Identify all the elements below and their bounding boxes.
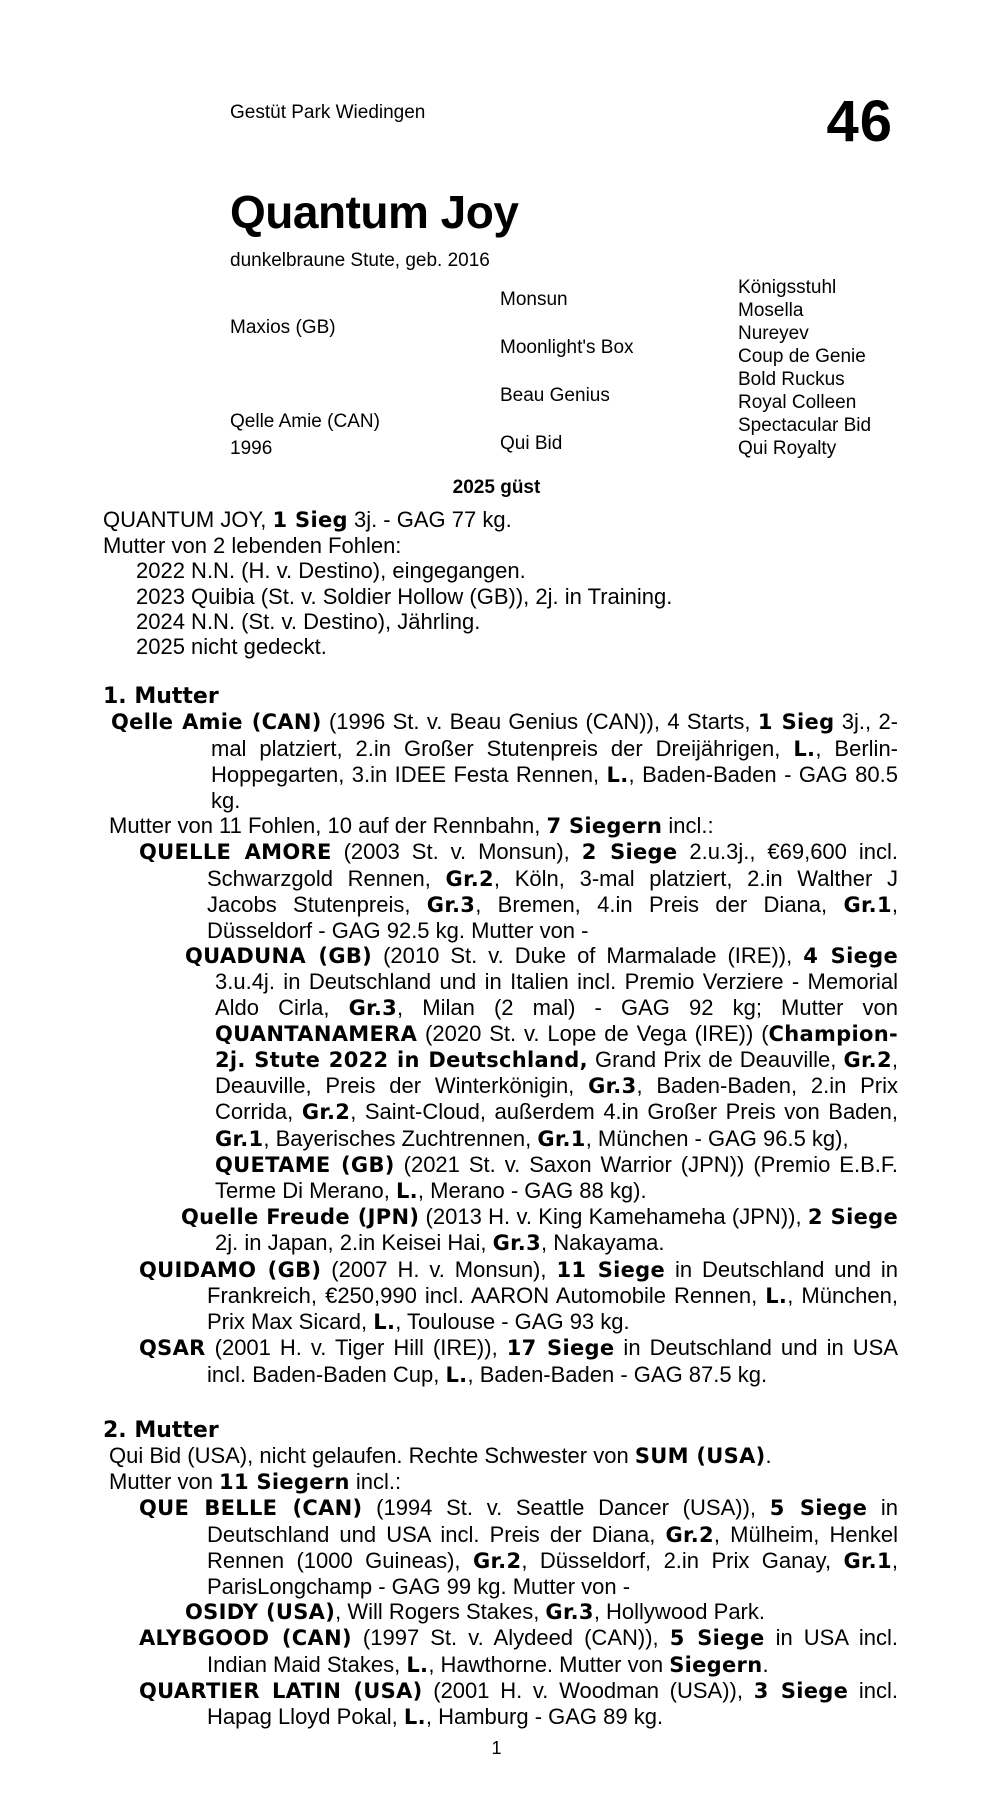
- produce-entry-quelle-amore: QUELLE AMORE (2003 St. v. Monsun), 2 Siege 2.u.3j., €69,600 incl. Schwarzgold Rennen, Gr.2, Köln, 3-mal platziert, 2.in Walther J Jacobs Stutenpreis, Gr.3, Bremen, 4.in Preis der Diana, Gr.1, Düsseldorf - GAG 92.5 kg. Mutter von -: [139, 839, 898, 944]
- pedigree-sire: Maxios (GB): [230, 317, 336, 338]
- foal-entry: 2022 N.N. (H. v. Destino), eingegangen.: [136, 558, 526, 584]
- first-dam-entry: Qelle Amie (CAN) (1996 St. v. Beau Genius (CAN)), 4 Starts, 1 Sieg 3j., 2-mal platziert, 2.in Großer Stutenpreis der Dreijährigen, L., Berlin-Hoppegarten, 3.in IDEE Festa Rennen, L., Baden-Baden - GAG 80.5 kg.: [111, 709, 899, 814]
- foals-intro: Mutter von 2 lebenden Fohlen:: [103, 533, 402, 559]
- second-dam-entry: Qui Bid (USA), nicht gelaufen. Rechte Schwester von SUM (USA).: [109, 1442, 772, 1468]
- produce-entry-que-belle: QUE BELLE (CAN) (1994 St. v. Seattle Dancer (USA)), 5 Siege in Deutschland und USA incl. Preis der Diana, Gr.2, Mülheim, Henkel Rennen (1000 Guineas), Gr.2, Düsseldorf, 2.in Prix Ganay, Gr.1, ParisLongchamp - GAG 99 kg. Mutter von -: [139, 1495, 898, 1599]
- foal-entry: 2025 nicht gedeckt.: [136, 634, 327, 660]
- pedigree-dam: Qelle Amie (CAN): [230, 411, 380, 432]
- second-dam-heading: 2. Mutter: [103, 1417, 219, 1443]
- produce-entry-osidy: OSIDY (USA), Will Rogers Stakes, Gr.3, Hollywood Park.: [185, 1599, 765, 1625]
- produce-entry-qsar: QSAR (2001 H. v. Tiger Hill (IRE)), 17 Siege in Deutschland und in USA incl. Baden-Baden Cup, L., Baden-Baden - GAG 87.5 kg.: [139, 1335, 898, 1387]
- second-dam-produce: Mutter von 11 Siegern incl.:: [109, 1469, 402, 1495]
- horse-description: dunkelbraune Stute, geb. 2016: [230, 250, 490, 271]
- catalogue-body: [103, 507, 898, 1730]
- race-record: QUANTUM JOY, 1 Sieg 3j. - GAG 77 kg.: [103, 507, 512, 532]
- status-year: 2025 güst: [452, 477, 541, 498]
- stud-name: Gestüt Park Wiedingen: [230, 102, 426, 123]
- first-dam-heading: 1. Mutter: [103, 684, 219, 710]
- horse-name: Quantum Joy: [230, 186, 519, 238]
- lot-number: 46: [826, 89, 893, 154]
- foal-entry: 2024 N.N. (St. v. Destino), Jährling.: [136, 608, 481, 634]
- pedigree-dam-dam: Qui Bid: [500, 433, 563, 454]
- produce-entry-quaduna: QUADUNA (GB) (2010 St. v. Duke of Marmalade (IRE)), 4 Siege 3.u.4j. in Deutschland und in Italien incl. Premio Verziere - Memorial Aldo Cirla, Gr.3, Milan (2 mal) - GAG 92 kg; Mutter von QUANTANAMERA (2020 St. v. Lope de Vega (IRE)) (Champion-2j. Stute 2022 in Deutschland, Grand Prix de Deauville, Gr.2, Deauville, Preis der Winterkönigin, Gr.3, Baden-Baden, 2.in Prix Corrida, Gr.2, Saint-Cloud, außerdem 4.in Großer Preis von Baden, Gr.1, Bayerisches Zuchtrennen, Gr.1, München - GAG 96.5 kg), QUETAME (GB) (2021 St. v. Saxon Warrior (JPN)) (Premio E.B.F. Terme Di Merano, L., Merano - GAG 88 kg).: [185, 943, 899, 1204]
- produce-entry-alybgood: ALYBGOOD (CAN) (1997 St. v. Alydeed (CAN)), 5 Siege in USA incl. Indian Maid Stakes, L., Hawthorne. Mutter von Siegern.: [139, 1625, 899, 1677]
- page-number: 1: [491, 1738, 502, 1758]
- pedigree-sire-dam: Moonlight's Box: [500, 337, 634, 358]
- first-dam-produce: Mutter von 11 Fohlen, 10 auf der Rennbahn, 7 Siegern incl.:: [109, 813, 714, 839]
- pedigree-sire-sire: Monsun: [500, 289, 568, 310]
- produce-entry-quartier-latin: QUARTIER LATIN (USA) (2001 H. v. Woodman (USA)), 3 Siege incl. Hapag Lloyd Pokal, L., Hamburg - GAG 89 kg.: [139, 1677, 898, 1729]
- pedigree-dam-sire: Beau Genius: [500, 385, 610, 406]
- produce-entry-quelle-freude: Quelle Freude (JPN) (2013 H. v. King Kamehameha (JPN)), 2 Siege 2j. in Japan, 2.in Keisei Hai, Gr.3, Nakayama.: [181, 1204, 898, 1256]
- produce-entry-quidamo: QUIDAMO (GB) (2007 H. v. Monsun), 11 Siege in Deutschland und in Frankreich, €250,990 incl. AARON Automobile Rennen, L., München, Prix Max Sicard, L., Toulouse - GAG 93 kg.: [139, 1256, 898, 1335]
- pedigree-gen3: Königsstuhl Mosella Nureyev Coup de Genie Bold Ruckus Royal Colleen Spectacular Bid Qui Royalty: [738, 277, 872, 459]
- foal-entry: 2023 Quibia (St. v. Soldier Hollow (GB)), 2j. in Training.: [136, 583, 673, 609]
- pedigree-dam-year: 1996: [230, 438, 273, 459]
